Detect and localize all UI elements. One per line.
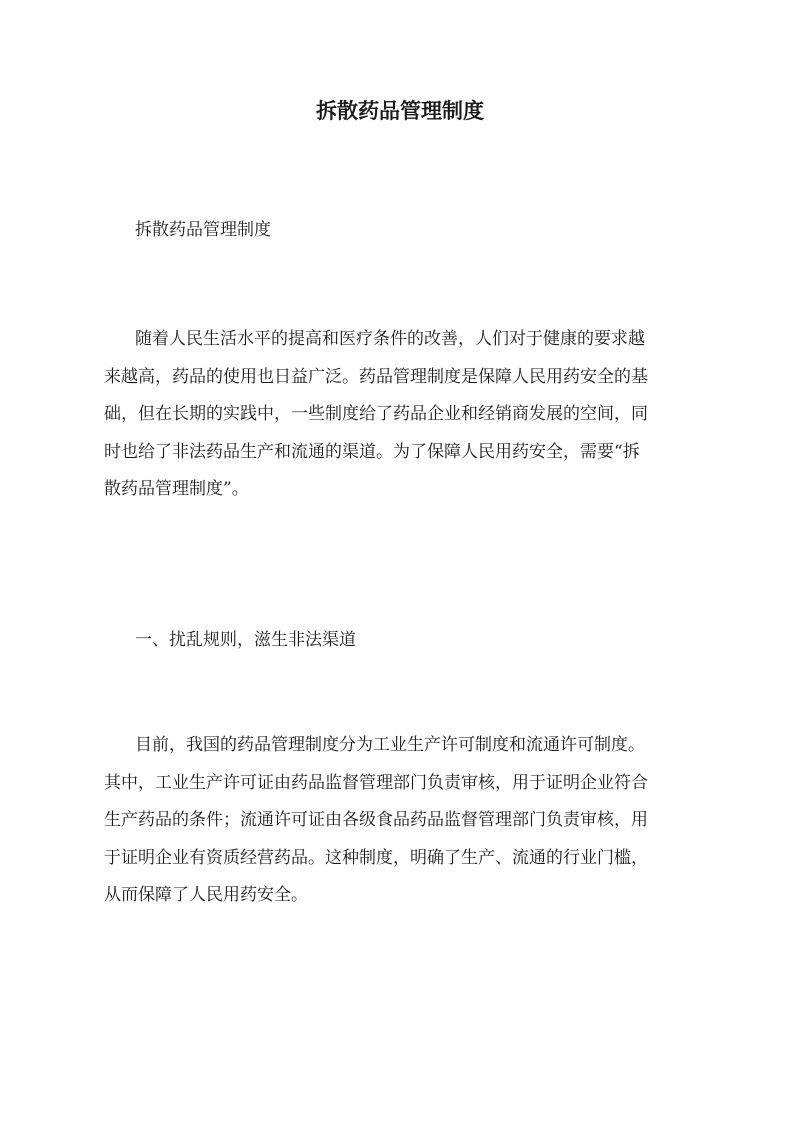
paragraph-line: 随着人民生活水平的提高和医疗条件的改善，人们对于健康的要求越: [135, 329, 645, 349]
paragraph-line: 生产药品的条件；流通许可证由各级食品药品监督管理部门负责审核，用: [104, 810, 648, 830]
paragraph-line: 从而保障了人民用药安全。: [104, 885, 308, 905]
paragraph-line: 其中，工业生产许可证由药品监督管理部门负责审核，用于证明企业符合: [104, 772, 648, 793]
paragraph-line: 来越高，药品的使用也日益广泛。药品管理制度是保障人民用药安全的基: [104, 366, 648, 387]
document-title: 拆散药品管理制度: [316, 98, 484, 123]
paragraph-line: 于证明企业有资质经营药品。这种制度，明确了生产、流通的行业门槛，: [104, 847, 648, 868]
section-heading: 一、扰乱规则，滋生非法渠道: [135, 630, 356, 650]
paragraph-section1: [104, 727, 704, 915]
paragraph-line: 目前，我国的药品管理制度分为工业生产许可制度和流通许可制度。: [135, 735, 645, 755]
paragraph-line: 础，但在长期的实践中，一些制度给了药品企业和经销商发展的空间，同: [104, 404, 648, 424]
paragraph-intro: [104, 321, 704, 509]
document-subtitle: 拆散药品管理制度: [135, 220, 271, 240]
paragraph-line: 时也给了非法药品生产和流通的渠道。为了保障人民用药安全，需要“拆: [104, 441, 640, 462]
paragraph-line: 散药品管理制度”。: [104, 479, 249, 499]
